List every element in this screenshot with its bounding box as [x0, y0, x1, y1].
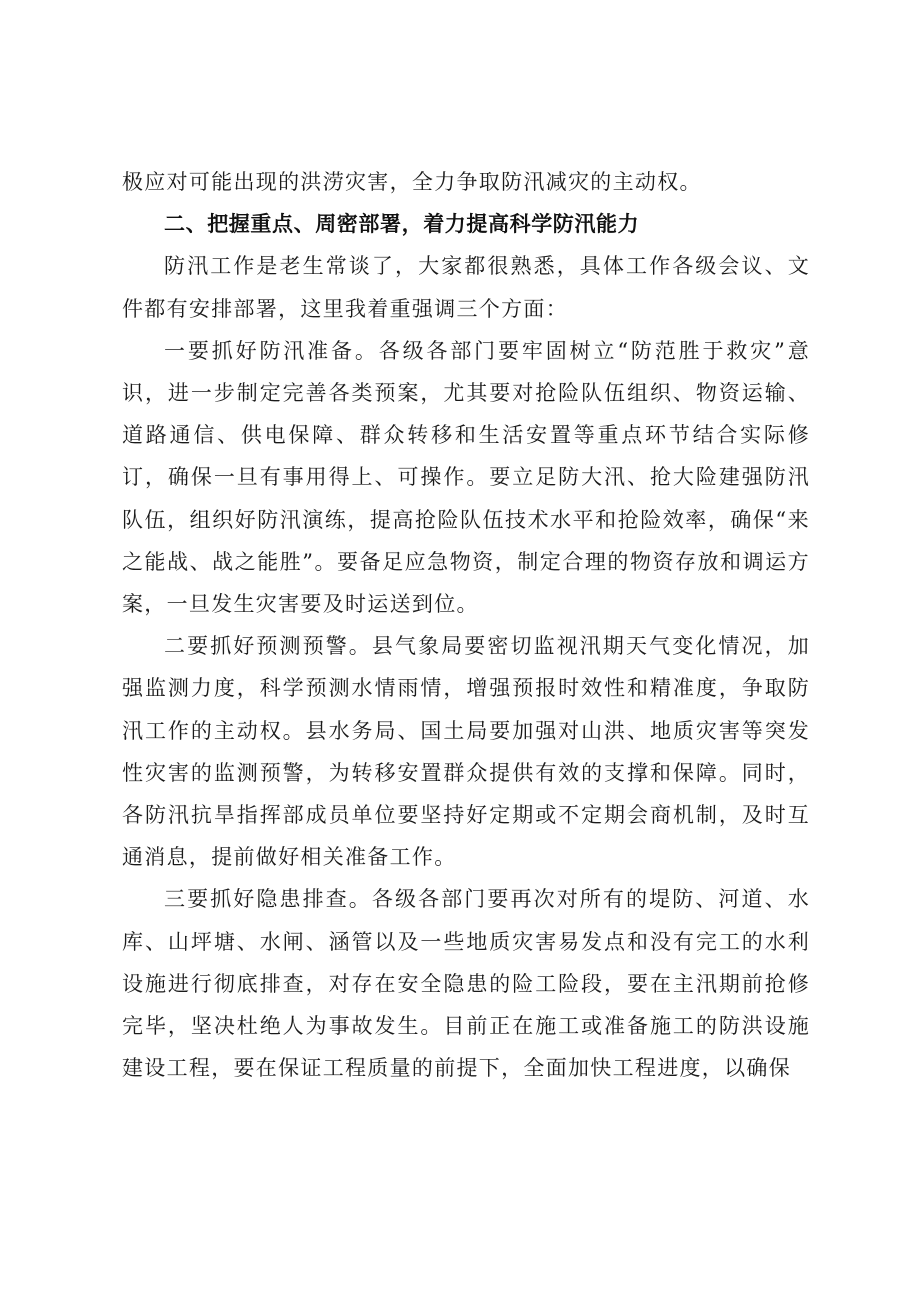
- document-body: [122, 161, 810, 1089]
- inspection-paragraph: 三要抓好隐患排查。各级各部门要再次对所有的堤防、河道、水库、山坪塘、水闸、涵管以及一些地质灾害易发点和没有完工的水利设施进行彻底排查，对存在安全隐患的险工险段，要在主汛期前抢修完毕，坚决杜绝人为事故发生。目前正在施工或准备施工的防洪设施建设工程，要在保证工程质量的前提下，全面加快工程进度，以确保: [122, 887, 810, 1081]
- forecast-paragraph: 二要抓好预测预警。县气象局要密切监视汛期天气变化情况，加强监测力度，科学预测水情雨情，增强预报时效性和精准度，争取防汛工作的主动权。县水务局、国土局要加强对山洪、地质灾害等突发性灾害的监测预警，为转移安置群众提供有效的支撑和保障。同时，各防汛抗旱指挥部成员单位要坚持好定期或不定期会商机制，及时互通消息，提前做好相关准备工作。: [122, 634, 810, 870]
- continuation-paragraph: 极应对可能出现的洪涝灾害，全力争取防汛减灾的主动权。: [122, 170, 702, 194]
- preparation-paragraph: 一要抓好防汛准备。各级各部门要牢固树立“防范胜于救灾”意识，进一步制定完善各类预案，尤其要对抢险队伍组织、物资运输、道路通信、供电保障、群众转移和生活安置等重点环节结合实际修订，确保一旦有事用得上、可操作。要立足防大汛、抢大险建强防汛队伍，组织好防汛演练，提高抢险队伍技术水平和抢险效率，确保“来之能战、战之能胜”。要备足应急物资，制定合理的物资存放和调运方案，一旦发生灾害要及时运送到位。: [122, 338, 810, 617]
- section-heading: 二、把握重点、周密部署，着力提高科学防汛能力: [164, 212, 640, 237]
- intro-paragraph: 防汛工作是老生常谈了，大家都很熟悉，具体工作各级会议、文件都有安排部署，这里我着重强调三个方面：: [122, 254, 810, 321]
